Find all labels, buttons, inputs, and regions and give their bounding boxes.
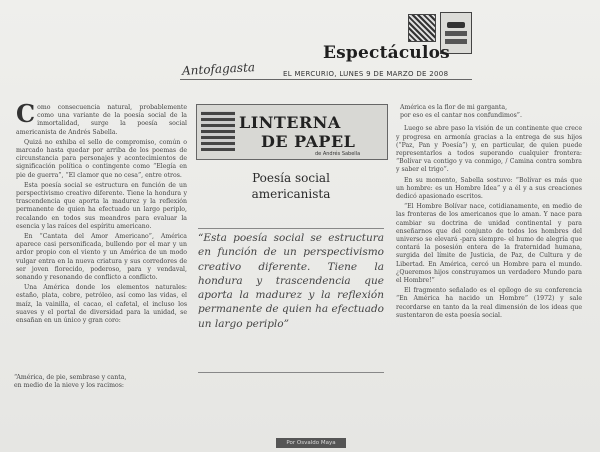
article-paragraph: El fragmento señalado es el epílogo de su conferencia “En América ha nacido un Hombre” (1972) y sale recordarse en tanto da la real dimensión de los ideas que sustentaron de esta poesía social. [396,287,582,319]
article-paragraph: En “Cantata del Amor Americano”, América aparece casi personificada, bullendo por el mar y un ardor propio con el viento y un América de un modo vulgar entra en la nueva criatura y sus corredores de ser joven florecido, poderoso, para y vendaval, sonando y resonando de conflicto a conflicto. [16,233,187,282]
article-paragraph: En su momento, Sabella sostuvo: “Bolívar es más que un hombre: es un Hombre Idea” y a él y a sus creaciones dedicó apasionado escritos. [396,176,582,201]
article-paragraph: Esta poesía social se estructura en función de un perspectivismo creativo diferente. Tiene la hondura y trascendencia que aporta la madurez y la reflexión permanente de quien ha efectuado un largo periplo, recalando en todos sus meandros para evaluar la esencia y las raíces del espíritu americano. [16,181,187,230]
pull-quote-divider [198,372,384,373]
column-byline: de Andrés Sabella [315,151,361,157]
column-heading [196,104,388,160]
photo-credit: Por Osvaldo Maya [276,438,346,448]
city-logo: Antofagasta [181,60,256,78]
section-title: Espectáculos [323,43,450,63]
verse-line: en medio de la nieve y los racimos: [14,382,125,390]
verse-excerpt [14,374,126,391]
article-column-left [16,99,187,327]
lantern-icon [201,111,235,151]
newspaper-emblem-icon [408,14,436,42]
article-title [196,170,386,202]
column-name-line1: LINTERNA [239,113,341,132]
article-paragraph: “El Hombre Bolívar nace, cotidianamente, en medio de las fronteras de los americanos que lo aman. Y nace para cambiar su doctrina de unidad continental y para enseñarnos que del conjunto de todos los hombres del universo se elevará -para siempre- el humo de alegría que contará la posesión entera de la fraternidad humana, surgida del límite de Justicia, de Paz, de Cultura y de Libertad. En América, cercó un Hombre para el mundo. ¿Queremos hijos construyamos un verdadero Mundo para el Hombre!” [396,203,582,285]
article-column-center [196,104,386,448]
drop-cap: C [16,99,36,128]
article-title-line: Poesía social [252,171,330,185]
verse-excerpt [400,104,582,120]
verse-line: América es la flor de mi garganta, [400,104,508,111]
article-paragraph: Quizá no exhiba el sello de compromiso, común o marcado hasta quedar por arriba de los poemas de circunstancia para personajes y acontecimientos de significación política o contingente como “Elegía en pie de guerra”, “El clamor que no cesa”, entre otros. [16,138,187,179]
brand-mark [445,31,467,36]
header-divider [180,79,472,80]
article-paragraph: Como consecuencia natural, probablemente como una variante de la poesía social de la inmortalidad, surge la poesía social americanista de Andrés Sabella. [16,99,187,136]
article-column-right [396,104,582,322]
verse-line: “América, de pie, sembrase y canta, [14,374,127,381]
brand-mark [447,22,465,28]
article-paragraph: Luego se abre paso la visión de un continente que crece y progresa en armonía gracias a la entrega de sus hijos (“Paz, Pan y Poesía”) y, en particular, de quien puede representarlos a todos superando cualquier frontera: “Bolívar va contigo y va conmigo, / Camina contra sombra y saber el trigo”. [396,125,582,174]
article-title-line: americanista [251,187,331,201]
verse-line: por eso es el cantar nos confundimos”. [400,112,522,120]
pull-quote: “Esta poesía social se estructura en función de un perspectivismo creativo diferente. Tiene la hondura y trascendencia que aporta la madurez y la reflexión permanente de quien ha efectuado un largo periplo” [198,228,384,331]
column-name-line2: DE PAPEL [261,132,356,151]
article-paragraph: Una América donde los elementos naturales: estaño, plata, cobre, petróleo, así como las vidas, el maíz, la vainilla, el cacao, el cafetal, el incluso los suaves y el portal de diversidad para la unidad, se ensañan en un único y gran coro: [16,284,187,325]
dateline: EL MERCURIO, LUNES 9 DE MARZO DE 2008 [283,70,449,78]
